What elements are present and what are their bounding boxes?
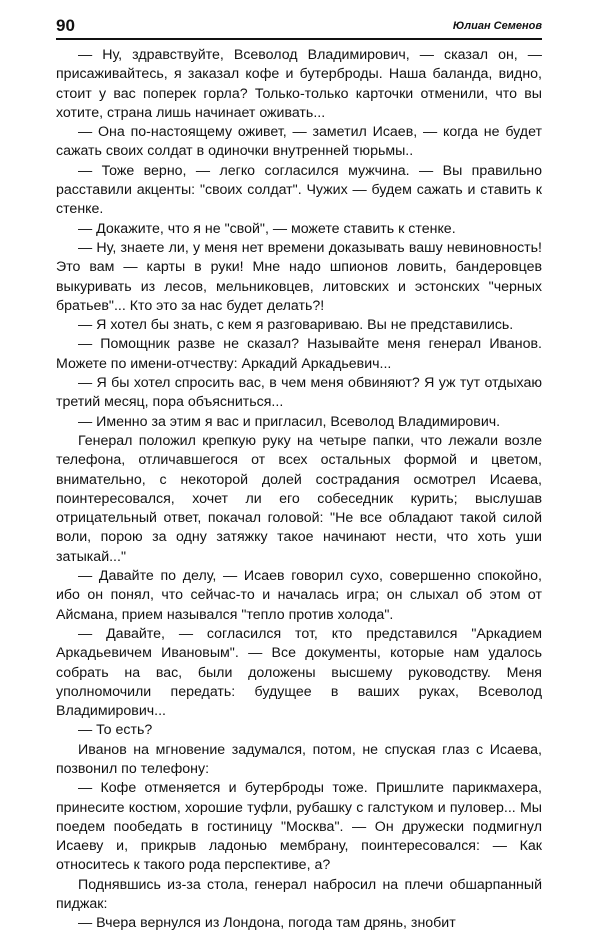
paragraph: — Докажите, что я не "свой", — можете ставить к стенке. xyxy=(78,220,456,237)
paragraph: — Кофе отменяется и бутерброды тоже. Пришлите парикмахера, принесите костюм, хорошие туфли, рубашку с галстуком и пуловер... Мы поедем пообедать в гостиницу "Москва". — Он дружески подмигнул Исаеву и, прикрыв ладонью мембрану, поинтересовался: — Как относитесь к такого рода перспективе, а? xyxy=(56,780,542,874)
paragraph: — Давайте, — согласился тот, кто представился "Аркадием Аркадьевичем Ивановым". — Все документы, которые нам удалось собрать на вас, были доложены высшему руководству. Меня уполномочили передать: будущее в ваших руках, Всеволод Владимирович... xyxy=(56,625,542,720)
paragraph: — Ну, знаете ли, у меня нет времени доказывать вашу невиновность! Это вам — карты в руки! Мне надо шпионов ловить, бандеровцев выкуривать из лесов, мельниковцев, литовских и эстонских "черных братьев"... Кто это за нас будет делать?! xyxy=(56,239,542,314)
paragraph: — Тоже верно, — легко согласился мужчина. — Вы правильно расставили акценты: "своих солдат". Чужих — будем сажать и ставить к стенке. xyxy=(56,162,542,218)
paragraph: — Вчера вернулся из Лондона, погода там дрянь, знобит xyxy=(78,915,456,932)
page-header xyxy=(56,16,542,40)
paragraph: — Именно за этим я вас и пригласил, Всеволод Владимирович. xyxy=(78,413,501,430)
paragraph: — Давайте по делу, — Исаев говорил сухо, совершенно спокойно, ибо он понял, что сейчас-то и началась игра; он слыхал об этом от Айсмана, прием назывался "тепло против холода". xyxy=(56,568,542,623)
paragraph: Генерал положил крепкую руку на четыре папки, что лежали возле телефона, отличавшегося от всех остальных формой и цветом, внимательно, с некоторой долей сострадания осмотрел Исаева, поинтересовался, хочет ли его собеседник курить; выслушав отрицательный ответ, покачал головой: "Не все обладают такой силой воли, порою за одну затяжку такое начинают нести, что хоть уши затыкай..." xyxy=(56,432,542,565)
paragraph: — То есть? xyxy=(78,722,153,739)
paragraph: — Помощник разве не сказал? Называйте меня генерал Иванов. Можете по имени-отчеству: Аркадий Аркадьевич... xyxy=(56,336,542,372)
paragraph: — Я бы хотел спросить вас, в чем меня обвиняют? Я уж тут отдыхаю третий месяц, пора объясниться... xyxy=(56,375,542,411)
paragraph: — Я хотел бы знать, с кем я разговариваю. Вы не представились. xyxy=(78,317,514,334)
page-number: 90 xyxy=(56,16,75,35)
paragraph: Иванов на мгновение задумался, потом, не спуская глаз с Исаева, позвонил по телефону: xyxy=(56,741,542,777)
body-text xyxy=(56,46,542,934)
paragraph: Поднявшись из-за стола, генерал набросил на плечи обшарпанный пиджак: xyxy=(56,876,542,913)
paragraph: — Она по-настоящему оживет, — заметил Исаев, — когда не будет сажать своих солдат в одиночки внутренней тюрьмы.. xyxy=(56,124,542,160)
running-head-author: Юлиан Семенов xyxy=(452,20,542,32)
paragraph: — Ну, здравствуйте, Всеволод Владимирович, — сказал он, — присаживайтесь, я заказал кофе и бутерброды. Наша баланда, видно, стоит у вас поперек горла? Только-только карточки отменили, что вы хотите, страна лишь начинает оживать... xyxy=(56,47,542,121)
